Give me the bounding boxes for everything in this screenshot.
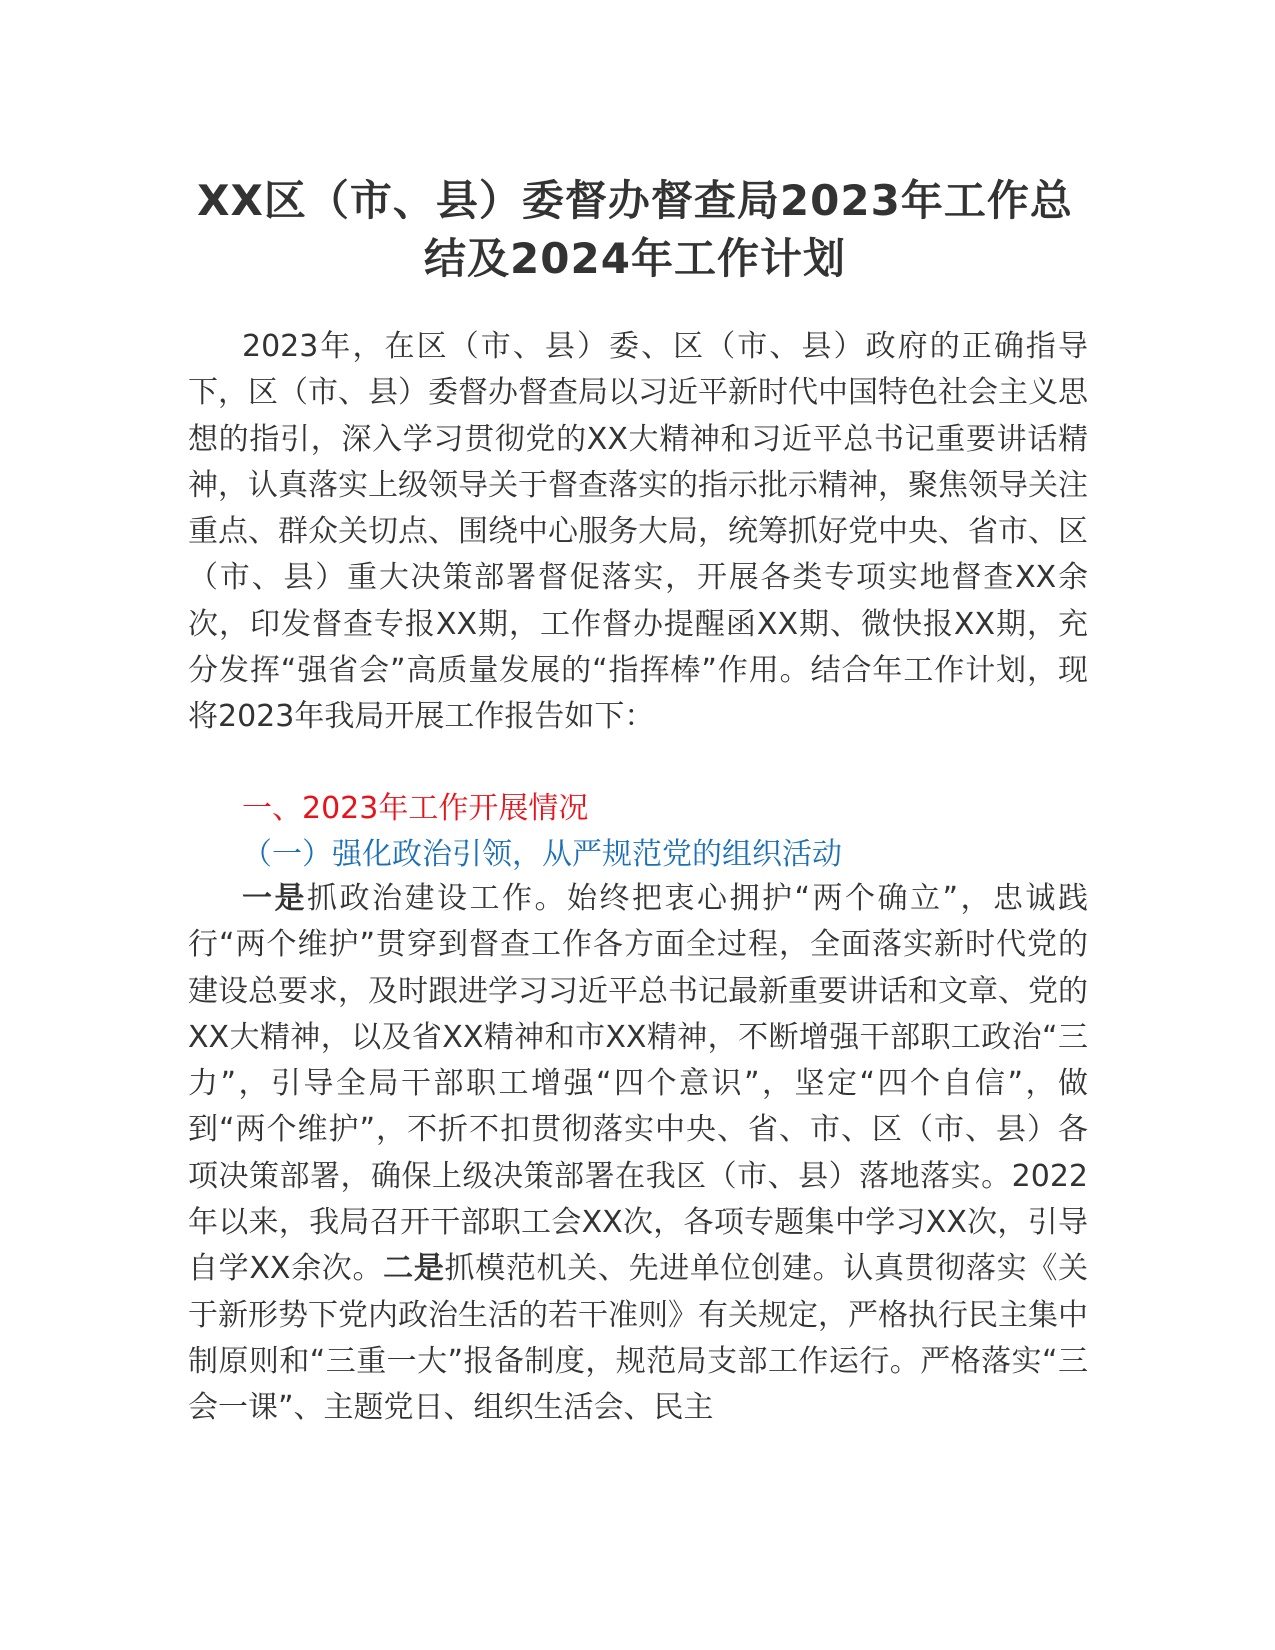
point-two-text: 抓模范机关、先进单位创建。认真贯彻落实《关于新形势下党内政治生活的若干准则》有关规定，严格执行民主集中制原则和“三重一大”报备制度，规范局支部工作运行。严格落实“三会一课”、主题党日、组织生活会、民主	[188, 1251, 1089, 1426]
point-two-label: 二是	[383, 1251, 445, 1287]
intro-paragraph: 2023年，在区（市、县）委、区（市、县）政府的正确指导下，区（市、县）委督办督查局以习近平新时代中国特色社会主义思想的指引，深入学习贯彻党的XX大精神和习近平总书记重要讲话精神，认真落实上级领导关于督查落实的指示批示精神，聚焦领导关注重点、群众关切点、围绕中心服务大局，统筹抓好党中央、省市、区（市、县）重大决策部署督促落实，开展各类专项实地督查XX余次，印发督查专报XX期，工作督办提醒函XX期、微快报XX期，充分发挥“强省会”高质量发展的“指挥棒”作用。结合年工作计划，现将2023年我局开展工作报告如下：	[188, 329, 1088, 735]
document-title: XX区（市、县）委督办督查局2023年工作总结及2024年工作计划	[197, 176, 1073, 283]
point-one-label: 一是	[242, 881, 307, 916]
section-paragraph	[188, 876, 1088, 1432]
subsection-heading-1: （一）强化政治引领，从严规范党的组织活动	[242, 837, 842, 872]
section-heading-1: 一、2023年工作开展情况	[242, 791, 589, 826]
point-one-text: 抓政治建设工作。始终把衷心拥护“两个确立”，忠诚践行“两个维护”贯穿到督查工作各方面全过程，全面落实新时代党的建设总要求，及时跟进学习习近平总书记最新重要讲话和文章、党的XX大精神，以及省XX精神和市XX精神，不断增强干部职工政治“三力”，引导全局干部职工增强“四个意识”，坚定“四个自信”，做到“两个维护”，不折不扣贯彻落实中央、省、市、区（市、县）各项决策部署，确保上级决策部署在我区（市、县）落地落实。2022年以来，我局召开干部职工会XX次，各项专题集中学习XX次，引导自学XX余次。	[188, 881, 1088, 1287]
